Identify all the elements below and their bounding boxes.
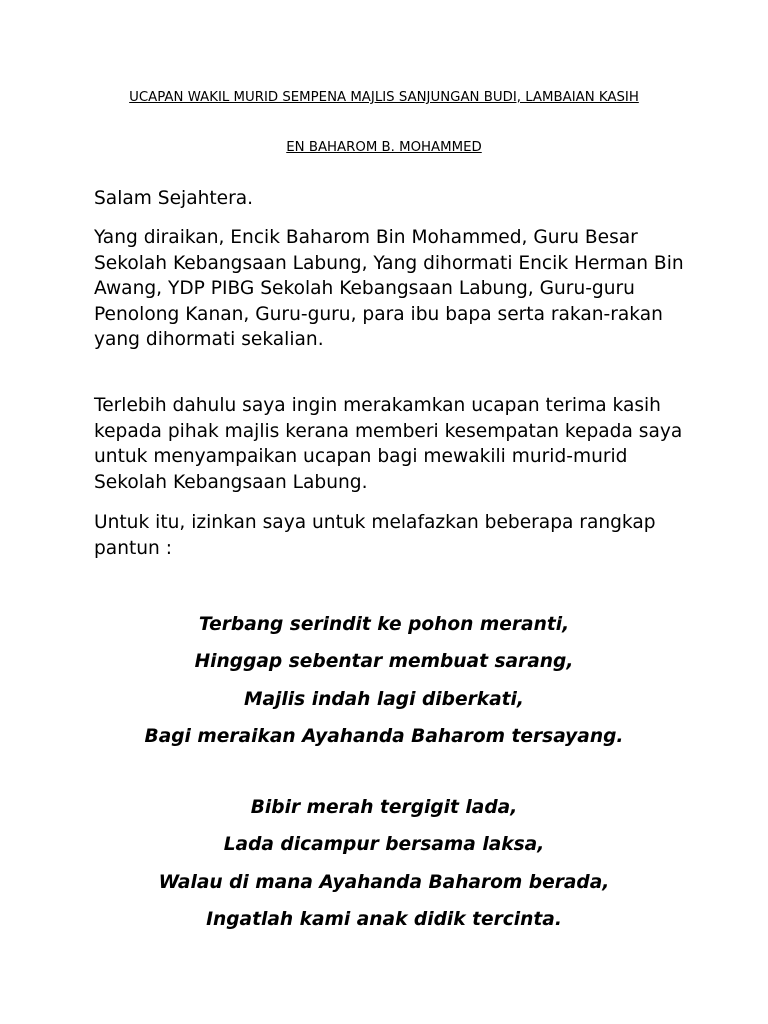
paragraph-salutation: Yang diraikan, Encik Baharom Bin Mohammed, Guru Besar Sekolah Kebangsaan Labung, Yang dihormati Encik Herman Bin Awang, YDP PIBG Sekolah Kebangsaan Labung, Guru-guru Penolong Kanan, Guru-guru, para ibu bapa serta rakan-rakan yang dihormati sekalian. xyxy=(94,227,684,350)
pantun-line: Lada dicampur bersama laksa, xyxy=(223,834,545,856)
pantun-line: Ingatlah kami anak didik tercinta. xyxy=(206,908,562,930)
pantun-line: Walau di mana Ayahanda Baharom berada, xyxy=(158,871,610,893)
pantun-line: Terbang serindit ke pohon meranti, xyxy=(198,614,570,635)
pantun-line: Bagi meraikan Ayahanda Baharom tersayang. xyxy=(144,725,624,747)
document-subtitle: EN BAHAROM B. MOHAMMED xyxy=(286,140,482,155)
pantun-line: Majlis indah lagi diberkati, xyxy=(244,688,524,710)
pantun-line: Bibir merah tergigit lada, xyxy=(250,797,518,818)
paragraph-pantun-intro: Untuk itu, izinkan saya untuk melafazkan beberapa rangkap pantun : xyxy=(94,512,656,559)
greeting: Salam Sejahtera. xyxy=(94,188,254,209)
paragraph-thanks: Terlebih dahulu saya ingin merakamkan ucapan terima kasih kepada pihak majlis kerana memberi kesempatan kepada saya untuk menyampaikan ucapan bagi mewakili murid-murid Sekolah Kebangsaan Labung. xyxy=(94,395,683,493)
pantun-line: Hinggap sebentar membuat sarang, xyxy=(194,651,574,673)
document-title: UCAPAN WAKIL MURID SEMPENA MAJLIS SANJUNGAN BUDI, LAMBAIAN KASIH xyxy=(129,90,639,105)
pantun-stanza-1 xyxy=(94,606,674,755)
pantun-stanza-2 xyxy=(94,789,674,938)
